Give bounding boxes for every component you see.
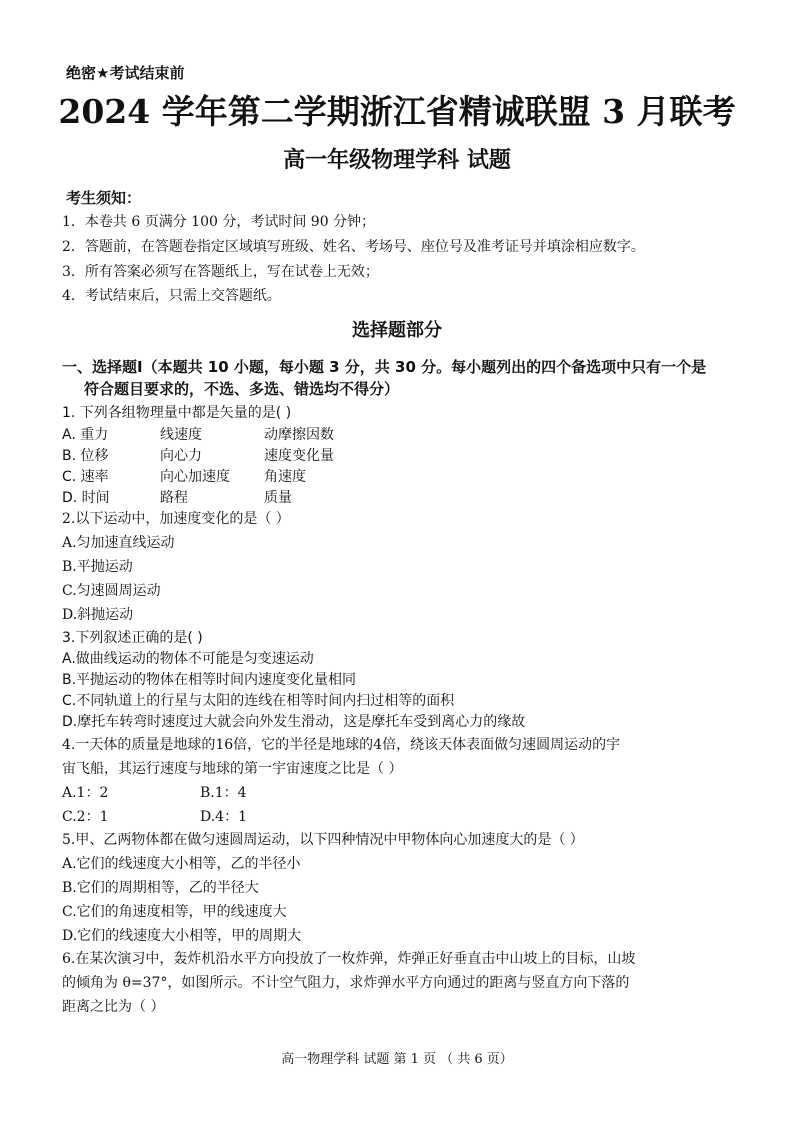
option-item: 角速度 (264, 469, 306, 485)
q4-option: D.4：1 (200, 809, 247, 825)
q5-stem: 5.甲、乙两物体都在做匀速圆周运动，以下四种情况中甲物体向心加速度大的是（ ） (62, 832, 584, 848)
q3-option: C.不同轨道上的行星与太阳的连线在相等时间内扫过相等的面积 (62, 693, 455, 709)
notice-item: 4．考试结束后，只需上交答题纸。 (62, 288, 281, 304)
q4-stem-line1: 4.一天体的质量是地球的16倍，它的半径是地球的4倍，绕该天体表面做匀速圆周运动的宇 (62, 737, 621, 753)
q2-option: B.平抛运动 (62, 559, 133, 575)
part1-instructions (62, 356, 742, 400)
q6-line1: 6.在某次演习中，轰炸机沿水平方向投放了一枚炸弹，炸弹正好垂直击中山坡上的目标，山坡 (62, 951, 636, 967)
option-item: 路程 (160, 490, 188, 506)
q5-option: C.它们的角速度相等，甲的线速度大 (62, 904, 287, 920)
option-item: 向心加速度 (160, 469, 230, 485)
page-footer: 高一物理学科 试题 第 1 页 （ 共 6 页） (281, 1052, 513, 1067)
q4-stem-line2: 宙飞船，其运行速度与地球的第一宇宙速度之比是（ ） (62, 761, 403, 777)
q3-option: D.摩托车转弯时速度过大就会向外发生滑动，这是摩托车受到离心力的缘故 (62, 714, 526, 730)
section-title: 选择题部分 (352, 320, 442, 341)
option-item: 动摩擦因数 (264, 427, 334, 443)
q5-option: D.它们的线速度大小相等，甲的周期大 (62, 928, 302, 944)
part1-line1: 一、选择题Ⅰ（本题共 10 小题，每小题 3 分，共 30 分。每小题列出的四个备选项中只有一个是 (62, 358, 707, 376)
q5-option: A.它们的线速度大小相等，乙的半径小 (62, 856, 301, 872)
option-item: 线速度 (160, 427, 202, 443)
q2-stem: 2.以下运动中，加速度变化的是（ ） (62, 511, 290, 527)
confidential-label: 绝密★考试结束前 (66, 64, 185, 82)
notice-item: 3．所有答案必须写在答题纸上，写在试卷上无效； (62, 264, 379, 280)
part1-line2: 符合题目要求的，不选、多选、错选均不得分） (84, 380, 400, 398)
q4-option: B.1：4 (200, 785, 247, 801)
q3-stem: 3.下列叙述正确的是( ) (62, 630, 203, 646)
q2-option: A.匀加速直线运动 (62, 535, 175, 551)
q2-option: C.匀速圆周运动 (62, 583, 161, 599)
notice-heading: 考生须知： (66, 189, 142, 207)
q5-option: B.它们的周期相等，乙的半径大 (62, 880, 259, 896)
q4-option: C.2：1 (62, 809, 109, 825)
exam-title: 2024 学年第二学期浙江省精诚联盟 3 月联考 (58, 92, 736, 131)
q3-option: B.平抛运动的物体在相等时间内速度变化量相同 (62, 672, 357, 688)
q6-line3: 距离之比为（ ） (62, 999, 165, 1015)
option-label: A. 重力 (62, 427, 109, 443)
exam-subtitle: 高一年级物理学科 试题 (283, 148, 511, 173)
option-item: 向心力 (160, 448, 202, 464)
q6-line2: 的倾角为 θ=37°，如图所示。不计空气阻力，求炸弹水平方向通过的距离与竖直方向下落的 (62, 975, 630, 991)
q1-stem: 1. 下列各组物理量中都是矢量的是( ) (62, 405, 292, 421)
q4-option: A.1：2 (62, 785, 109, 801)
q2-option: D.斜抛运动 (62, 607, 134, 623)
option-label: B. 位移 (62, 448, 109, 464)
notice-item: 1．本卷共 6 页满分 100 分，考试时间 90 分钟； (62, 214, 376, 230)
notice-item: 2．答题前，在答题卷指定区域填写班级、姓名、考场号、座位号及准考证号并填涂相应数字。 (62, 239, 645, 255)
option-item: 质量 (264, 490, 292, 506)
option-item: 速度变化量 (264, 448, 334, 464)
option-label: D. 时间 (62, 490, 110, 506)
q3-option: A.做曲线运动的物体不可能是匀变速运动 (62, 651, 314, 667)
option-label: C. 速率 (62, 469, 109, 485)
